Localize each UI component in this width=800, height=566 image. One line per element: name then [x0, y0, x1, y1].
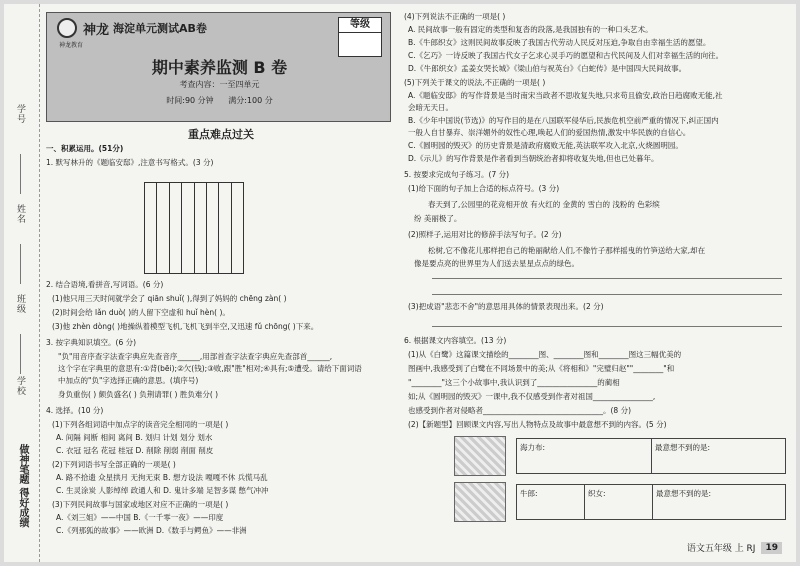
- exam-title: 期中素养监测 B 卷: [151, 58, 288, 77]
- brand-bar: [57, 17, 267, 39]
- table-cell-surprise-1[interactable]: 最意想不到的是:: [655, 443, 711, 452]
- class-line: [20, 334, 21, 374]
- q4-4-b: B.《牛郎织女》这则民间故事反映了我国古代劳动人民反对压迫,争取自由幸福生活的愿望。: [408, 38, 711, 47]
- q5-1-s2: 纷 美丽极了。: [414, 214, 462, 223]
- q5-2-example-2: 像是要点亮的世界里为人们送去星星点点的绿色。: [414, 259, 579, 268]
- class-label: 班级: [15, 294, 25, 314]
- q6-1e: 也感受到作者对侵略者________________________________。(8 分): [408, 406, 632, 415]
- q5-2-example: 松树,它不像花儿那样把自己的艳丽献给人们,不像竹子那样摇曳的竹笋送给大家,却在: [428, 246, 706, 255]
- right-column: [404, 10, 790, 558]
- exam-scope: 考查内容：一至四单元: [179, 80, 260, 89]
- name-line: [20, 244, 21, 284]
- q4-3-cd: C.《列那狐的故事》——欧洲 D.《数手与鳄鱼》——非洲: [56, 526, 247, 535]
- q4-5-a: A.《题临安邸》的写作背景是当时南宋当政者不思收复失地,只求苟且偷安,政治日趋腐败无能,社: [408, 91, 723, 100]
- page-footer: [687, 541, 782, 554]
- q6-1c: "________"这三个小故事中,我认识到了________________的蔺相: [408, 378, 620, 387]
- name-label: 姓名: [15, 204, 25, 224]
- part1-heading: 一、积累运用。(51分): [46, 144, 124, 153]
- q6-text: 6. 根据课文内容填空。(13 分): [404, 336, 507, 345]
- q4-1: (1)下列各组词语中加点字的读音完全相同的一项是( ): [52, 420, 229, 429]
- q5-1: (1)给下面的句子加上合适的标点符号。(3 分): [408, 184, 560, 193]
- q4-4: (4)下列说法不正确的一项是( ): [404, 12, 506, 21]
- q4-5-d: D.《示儿》的写作背景是作者看到当朝统治者抑将收复失地,但也已处暮年。: [408, 154, 659, 163]
- q4-2-cd: C. 生灵涂炭 人影绰绰 政通人和 D. 鬼计多端 足智多谋 憋气冲冲: [56, 486, 269, 495]
- q4-4-c: C.《乞巧》一诗反映了我国古代女子乞求心灵手巧的愿望和古代民间及人们对幸福生活的向往。: [408, 51, 724, 60]
- q3-b: 这个字在字典里的意思有:①背(bēi);②欠(钱);③败,跟"胜"相对;④具有;⑤遭受。请给下面词语: [58, 364, 362, 373]
- table-cell-surprise-2[interactable]: 最意想不到的是:: [656, 489, 712, 498]
- q4-2: (2)下列词语书写全部正确的一项是( ): [52, 460, 176, 469]
- q3-words: 身负重伤( ) 颇负盛名( ) 负荆请罪( ) 胜负难分( ): [58, 390, 219, 399]
- q3-c: 中加点的"负"字选择正确的意思。(填序号): [58, 376, 199, 385]
- answer-table-2[interactable]: [516, 484, 786, 520]
- answer-line-2[interactable]: [432, 294, 782, 295]
- q2-3: (3)他 zhèn dòng( )地操纵着模型飞机,飞机飞到半空,又迅速 fǔ chōng( )下来。: [52, 322, 319, 331]
- q5-text: 5. 按要求完成句子练习。(7 分): [404, 170, 510, 179]
- story-illustration-1: [454, 436, 506, 476]
- logo-caption: 神龙教育: [59, 42, 84, 49]
- q3-text: 3. 按字典知识填空。(6 分): [46, 338, 137, 347]
- table-cell-hailibu[interactable]: 海力布:: [517, 439, 652, 473]
- q4-5: (5)下列关于课文的说法,不正确的一项是( ): [404, 78, 546, 87]
- writing-grid[interactable]: [144, 182, 244, 274]
- answer-table-1[interactable]: [516, 438, 786, 474]
- school-label: 学校: [15, 376, 25, 396]
- answer-line-1[interactable]: [432, 278, 782, 279]
- q4-5-b2: 一般人自甘暴弃、崇洋媚外的奴性心理,唤起人们的爱国热情,激发中华民族的自信心。: [408, 128, 691, 137]
- section-heading: 重点难点过关: [188, 128, 254, 141]
- q6-1: (1)从《白鹭》这篇课文描绘的________图、________图和________图这三幅优美的: [408, 350, 682, 359]
- page-number: 19: [761, 542, 782, 554]
- q3-a: "负"用音序查字法查字典应先查音序______,用部首查字法查字典应先查部首______,: [58, 352, 333, 361]
- q4-5-c: C.《圆明园的毁灭》的历史背景是清政府腐败无能,英法联军攻入北京,火烧圆明园。: [408, 141, 683, 150]
- slogan: 做神笔题 得好成绩: [17, 444, 28, 528]
- q6-1b: 图画中,我感受到了白鹭在不同场景中的美;从《将相和》"完璧归赵""________"和: [408, 364, 675, 373]
- brand-name: 神龙: [83, 22, 110, 38]
- exam-score: 满分:100 分: [228, 96, 273, 105]
- q6-1d: 如;从《圆明园的毁灭》一课中,我不仅感受到作者对祖国________________,: [408, 392, 656, 401]
- time-score: [47, 95, 392, 106]
- left-column: [46, 10, 394, 558]
- q4-1-ab: A. 间隔 间断 相间 离间 B. 划归 计划 划分 划水: [56, 433, 213, 442]
- course-label: 语文五年级 上 RJ: [686, 544, 756, 554]
- q4-5-a2: 会暗无天日。: [408, 103, 453, 112]
- q1-text: 1. 默写林升的《题临安邸》,注意书写格式。(3 分): [46, 158, 214, 167]
- q4-5-b: B.《少年中国说(节选)》的写作目的是在八国联军侵华后,民族危机空前严重的情况下,纠正国内: [408, 116, 719, 125]
- q2-2: (2)时间会给 lǎn duò( )的人留下空虚和 huǐ hèn( )。: [52, 308, 230, 317]
- q6-2: (2)【新题型】回顾课文内容,写出人物特点及故事中最意想不到的内容。(5 分): [408, 420, 667, 429]
- q4-4-a: A. 民间故事一般有固定的类型和复沓的段落,是我国独有的一种口头艺术。: [408, 25, 653, 34]
- q4-text: 4. 选择。(10 分): [46, 406, 104, 415]
- table-cell-zhinv[interactable]: 织女:: [585, 485, 653, 519]
- q4-4-d: D.《牛郎织女》孟姜女哭长城》《梁山伯与祝英台》《白蛇传》是中国四大民间故事。: [408, 64, 687, 73]
- table-cell-niulang[interactable]: 牛郎:: [517, 485, 585, 519]
- series-name: 海淀单元测试AB卷: [113, 22, 207, 35]
- exam-time: 时间:90 分钟: [166, 96, 214, 105]
- grade-label: 等级: [339, 18, 381, 33]
- binding-strip: [4, 4, 40, 562]
- student-id-line: [20, 154, 21, 194]
- q4-1-cd: C. 衣冠 冠名 花冠 桂冠 D. 削除 削弱 削面 削皮: [56, 446, 214, 455]
- q4-2-ab: A. 路不拾遗 众星拱月 无拘无束 B. 想方设法 嘎嘎不休 兵慌马乱: [56, 473, 268, 482]
- publisher-logo-icon: [57, 18, 77, 38]
- q5-3: (3)把成语"悲恋不舍"的意思用具体的情景表现出来。(2 分): [408, 302, 604, 311]
- grade-box: [338, 17, 382, 57]
- q5-1-s1: 春天到了,公园里的花竞相开放 有火红的 金黄的 雪白的 浅粉的 色彩缤: [428, 200, 660, 209]
- worksheet-page: [4, 4, 796, 562]
- header-banner: [46, 12, 391, 122]
- student-id-label: 学号: [15, 104, 25, 124]
- q5-2: (2)照样子,运用对比的修辞手法写句子。(2 分): [408, 230, 562, 239]
- q2-1: (1)他只用三天时间就学会了 qiān shuǐ( ),得到了妈妈的 chēng zàn( ): [52, 294, 287, 303]
- q4-3: (3)下列民间故事与国家或地区对应不正确的一项是( ): [52, 500, 229, 509]
- story-illustration-2: [454, 482, 506, 522]
- answer-line-3[interactable]: [432, 326, 782, 327]
- q2-text: 2. 结合语境,看拼音,写词语。(6 分): [46, 280, 164, 289]
- q4-3-ab: A.《刘三姐》——中国 B.《一千零一夜》——印度: [56, 513, 224, 522]
